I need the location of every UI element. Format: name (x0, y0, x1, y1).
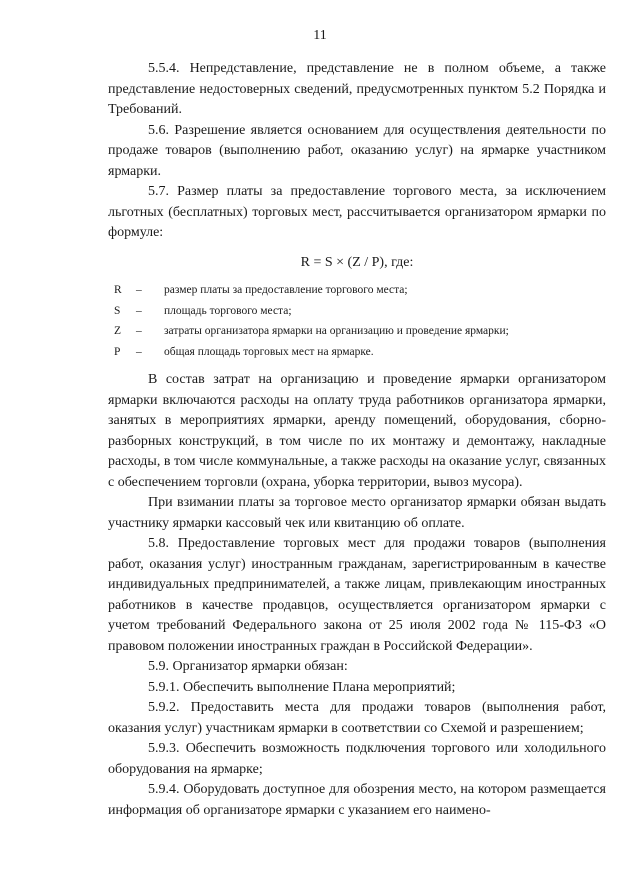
definition-symbol: S (114, 304, 121, 317)
definition-symbol: P (114, 345, 121, 358)
definition-dash: – (136, 345, 142, 358)
definition-text: общая площадь торговых мест на ярмарке. (164, 345, 374, 358)
paragraph-5-9: 5.9. Организатор ярмарки обязан: (148, 659, 348, 674)
paragraph-5-9-3: 5.9.3. Обеспечить возможность подключения торгового или холодильного оборудования на ярмарке; (108, 741, 606, 777)
definition-dash: – (136, 325, 142, 337)
definition-text: затраты организатора ярмарки на организацию и проведение ярмарки; (164, 325, 509, 337)
paragraph-5-6: 5.6. Разрешение является основанием для осуществления деятельности по продаже товаров (выполнению работ, оказанию услуг) на ярмарке участником ярмарки. (108, 122, 606, 179)
definition-dash: – (136, 284, 142, 296)
definition-z (114, 321, 606, 342)
definition-text: площадь торгового места; (164, 304, 292, 317)
paragraph-5-8: 5.8. Предоставление торговых мест для продажи товаров (выполнения работ, оказания услуг) иностранным гражданам, зарегистрированным в качестве индивидуальных предпринимателей, а также лицам, привлекающим иностранных работников в качестве продавцов, осуществляется организатором ярмарки с учетом требований Федерального закона от 25 июля 2002 года № 115-ФЗ «О правовом положении иностранных граждан в Российской Федерации». (108, 536, 606, 654)
paragraph-receipt: При взимании платы за торговое место организатор ярмарки обязан выдать участнику ярмарки кассовый чек или квитанцию об оплате. (108, 495, 606, 531)
fee-formula: R = S × (Z / P), где: (300, 254, 414, 270)
paragraph-5-9-4: 5.9.4. Оборудовать доступное для обозрения место, на котором размещается информация об организаторе ярмарки с указанием его наимено- (108, 782, 606, 818)
document-body (108, 59, 606, 821)
definition-symbol: R (114, 284, 122, 296)
definition-dash: – (136, 304, 142, 317)
paragraph-costs: В состав затрат на организацию и проведение ярмарки организатором ярмарки включаются расходы на оплату труда работников организатора ярмарки, занятых в мероприятиях ярмарки, аренду помещений, оборудования, сборно-разборных конструкций, в том числе по их монтажу и демонтажу, накладные расходы, в том числе коммунальные, а также расходы на оказание услуг, связанных с обеспечением торговли (охрана, уборка территории, вывоз мусора). (108, 372, 606, 490)
paragraph-5-9-1: 5.9.1. Обеспечить выполнение Плана мероприятий; (148, 679, 456, 695)
definition-s (114, 301, 606, 322)
paragraph-5-7: 5.7. Размер платы за предоставление торгового места, за исключением льготных (бесплатных) торговых мест, рассчитывается организатором ярмарки по формуле: (108, 184, 606, 240)
definition-p (114, 342, 606, 363)
page-number: 11 (313, 28, 327, 43)
definition-r (114, 280, 606, 301)
paragraph-5-9-2: 5.9.2. Предоставить места для продажи товаров (выполнения работ, оказания услуг) участникам ярмарки в соответствии со Схемой и разрешением; (108, 700, 606, 736)
definition-text: размер платы за предоставление торгового места; (164, 284, 408, 296)
definition-symbol: Z (114, 325, 122, 337)
paragraph-5-5-4: 5.5.4. Непредставление, представление не в полном объеме, а также представление недостоверных сведений, предусмотренных пунктом 5.2 Порядка и Требований. (108, 61, 606, 117)
formula-definitions (114, 280, 606, 362)
